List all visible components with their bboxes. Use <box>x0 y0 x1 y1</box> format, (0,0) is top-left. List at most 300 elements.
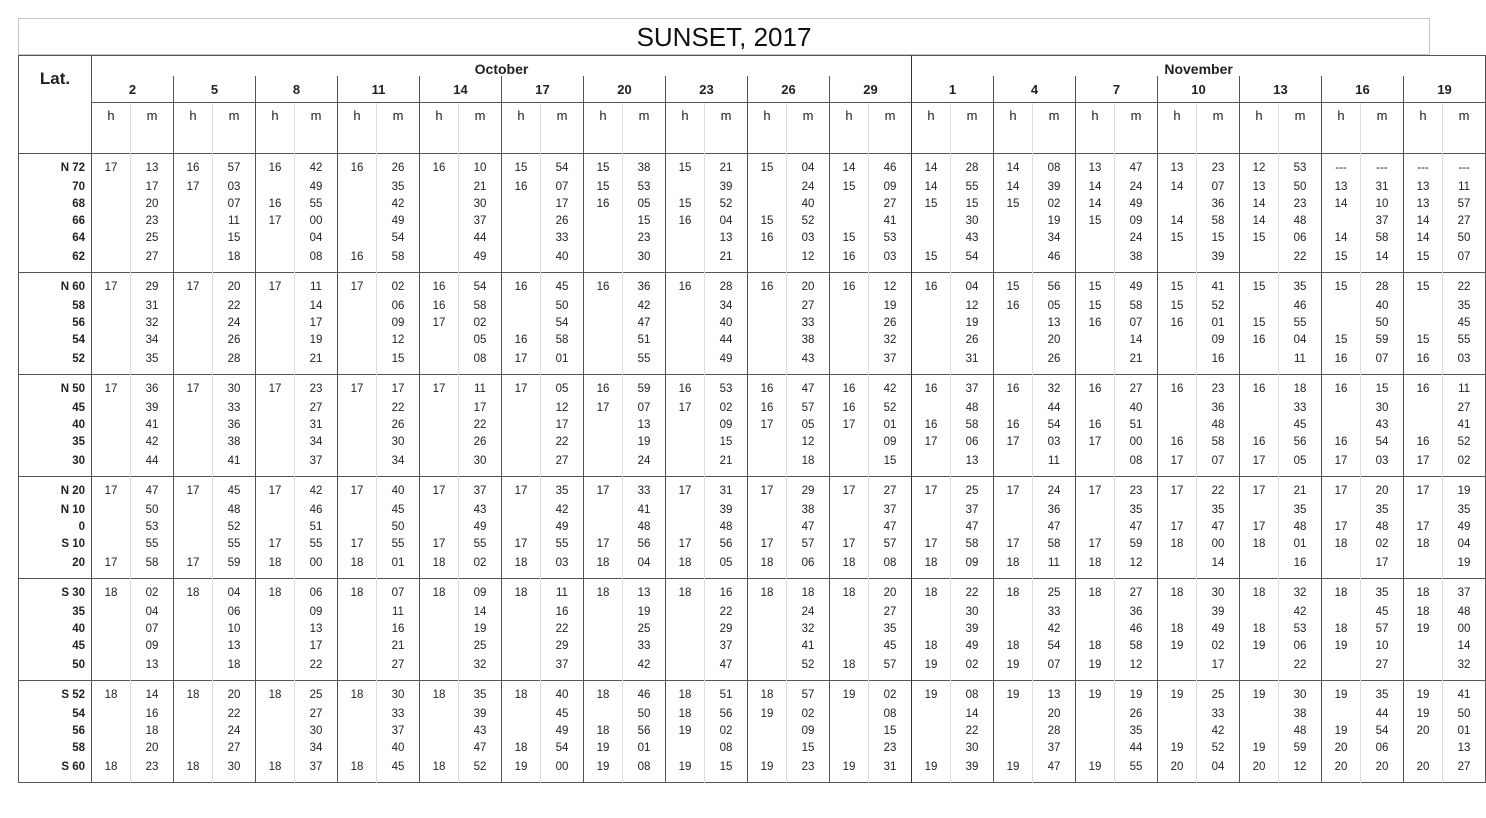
minute-cell: 15 <box>787 740 830 757</box>
hour-cell <box>502 655 541 681</box>
hour-cell: 17 <box>338 477 377 503</box>
minute-cell: 19 <box>951 315 994 332</box>
minute-cell: 21 <box>459 179 502 196</box>
hour-cell <box>1158 417 1197 434</box>
minute-cell: 01 <box>869 417 912 434</box>
minute-cell: 06 <box>295 579 338 605</box>
minute-cell: 27 <box>869 196 912 213</box>
minute-cell: 23 <box>1197 375 1240 401</box>
minute-unit-label: m <box>541 103 584 154</box>
minute-cell: 26 <box>541 213 584 230</box>
minute-cell: 16 <box>541 604 584 621</box>
minute-cell: 07 <box>1361 349 1404 375</box>
hour-cell: 17 <box>1322 477 1361 503</box>
minute-cell: 14 <box>1197 553 1240 579</box>
minute-cell: 04 <box>787 154 830 180</box>
minute-cell: 41 <box>869 213 912 230</box>
minute-cell: 22 <box>1443 273 1486 299</box>
hour-cell: 18 <box>584 553 623 579</box>
minute-cell: 07 <box>213 196 256 213</box>
table-row <box>19 655 1486 681</box>
hour-cell <box>666 315 705 332</box>
minute-cell: 50 <box>131 502 174 519</box>
hour-cell <box>748 196 787 213</box>
minute-cell: 43 <box>459 502 502 519</box>
minute-cell: 31 <box>705 477 748 503</box>
minute-cell: 24 <box>1033 477 1076 503</box>
minute-cell: 07 <box>1443 247 1486 273</box>
hour-cell <box>256 655 295 681</box>
minute-cell: 07 <box>541 179 584 196</box>
hour-cell: 18 <box>912 579 951 605</box>
hour-cell: 15 <box>1158 298 1197 315</box>
minute-cell: 27 <box>541 451 584 477</box>
hour-cell <box>830 638 869 655</box>
minute-cell: 28 <box>705 273 748 299</box>
hour-cell <box>92 621 131 638</box>
hour-cell <box>174 349 213 375</box>
minute-cell: 30 <box>459 451 502 477</box>
minute-cell: 32 <box>869 332 912 349</box>
minute-cell: 34 <box>131 332 174 349</box>
minute-cell: 12 <box>787 247 830 273</box>
table-row <box>19 757 1486 783</box>
latitude-label: 20 <box>72 557 85 569</box>
minute-cell: 58 <box>1197 434 1240 451</box>
table-row <box>19 154 1486 180</box>
minute-unit-label: m <box>623 103 666 154</box>
minute-cell: 17 <box>295 638 338 655</box>
hour-cell: 20 <box>1404 757 1443 783</box>
hour-cell <box>748 723 787 740</box>
hour-cell: 16 <box>666 213 705 230</box>
hour-cell: 17 <box>1240 477 1279 503</box>
minute-cell: 33 <box>213 400 256 417</box>
minute-cell: 47 <box>459 740 502 757</box>
day-header: 4 <box>994 76 1076 103</box>
hour-cell <box>912 213 951 230</box>
hour-cell <box>994 230 1033 247</box>
minute-cell: 22 <box>213 298 256 315</box>
hour-cell: 17 <box>666 477 705 503</box>
minute-cell: 41 <box>131 417 174 434</box>
minute-cell: 41 <box>213 451 256 477</box>
minute-cell: 03 <box>1033 434 1076 451</box>
minute-cell: 42 <box>295 477 338 503</box>
hour-cell: 19 <box>584 757 623 783</box>
hour-cell: 16 <box>666 375 705 401</box>
hour-cell: 18 <box>584 723 623 740</box>
minute-cell: 36 <box>1197 400 1240 417</box>
minute-cell: 42 <box>377 196 420 213</box>
minute-cell: 06 <box>1361 740 1404 757</box>
hour-cell <box>256 638 295 655</box>
minute-cell: 40 <box>541 247 584 273</box>
minute-cell: 24 <box>213 723 256 740</box>
minute-unit-label: m <box>459 103 502 154</box>
table-row <box>19 706 1486 723</box>
hour-cell: 18 <box>92 681 131 707</box>
hour-cell: 16 <box>174 154 213 180</box>
minute-cell: 17 <box>1197 655 1240 681</box>
minute-cell: 54 <box>1361 723 1404 740</box>
minute-cell: 24 <box>787 604 830 621</box>
minute-cell: 03 <box>1361 451 1404 477</box>
minute-cell: 56 <box>623 536 666 553</box>
minute-cell: 07 <box>1197 451 1240 477</box>
hour-cell <box>994 315 1033 332</box>
table-row <box>19 349 1486 375</box>
minute-cell: 58 <box>951 536 994 553</box>
latitude-label: 56 <box>72 725 85 737</box>
latitude-label: 54 <box>72 708 85 720</box>
minute-cell: 42 <box>541 502 584 519</box>
minute-cell: 05 <box>1279 451 1322 477</box>
hour-cell: 16 <box>912 417 951 434</box>
table-row <box>19 332 1486 349</box>
minute-cell: 49 <box>1197 621 1240 638</box>
hour-cell: 18 <box>1076 579 1115 605</box>
hour-cell <box>338 298 377 315</box>
hour-cell <box>1076 621 1115 638</box>
hour-cell <box>748 298 787 315</box>
minute-cell: 49 <box>377 213 420 230</box>
hour-cell: 19 <box>584 740 623 757</box>
hour-cell <box>994 740 1033 757</box>
minute-cell: 37 <box>541 655 584 681</box>
table-title: SUNSET, 2017 <box>18 18 1430 55</box>
hour-cell <box>92 723 131 740</box>
hour-cell: 17 <box>92 154 131 180</box>
minute-cell: 27 <box>295 706 338 723</box>
hour-cell: 17 <box>1322 519 1361 536</box>
latitude-label: 54 <box>72 334 85 346</box>
minute-cell: 30 <box>951 604 994 621</box>
minute-cell: 14 <box>295 298 338 315</box>
minute-cell: 53 <box>623 179 666 196</box>
hour-cell <box>1240 247 1279 273</box>
minute-cell: 18 <box>787 579 830 605</box>
hour-cell <box>1404 298 1443 315</box>
minute-cell: 40 <box>787 196 830 213</box>
hour-cell <box>1404 553 1443 579</box>
minute-cell: --- <box>1443 154 1486 180</box>
minute-cell: 44 <box>1361 706 1404 723</box>
month-label-1: November <box>912 56 1486 77</box>
day-header: 10 <box>1158 76 1240 103</box>
minute-cell: 58 <box>377 247 420 273</box>
minute-cell: 02 <box>459 553 502 579</box>
hour-cell: 16 <box>1240 434 1279 451</box>
hour-cell: 20 <box>1240 757 1279 783</box>
hour-cell: 12 <box>1240 154 1279 180</box>
minute-cell: 48 <box>1443 604 1486 621</box>
hour-cell: 19 <box>1404 621 1443 638</box>
hour-cell <box>502 638 541 655</box>
hour-cell: 18 <box>338 757 377 783</box>
minute-cell: 47 <box>787 375 830 401</box>
minute-cell: 48 <box>951 400 994 417</box>
day-header: 14 <box>420 76 502 103</box>
minute-cell: 55 <box>1279 315 1322 332</box>
minute-cell: 43 <box>951 230 994 247</box>
minute-cell: 15 <box>1197 230 1240 247</box>
minute-cell: 38 <box>787 502 830 519</box>
minute-cell: 42 <box>623 655 666 681</box>
hour-cell: 17 <box>174 375 213 401</box>
hour-cell <box>1322 655 1361 681</box>
hour-cell <box>420 400 459 417</box>
hour-cell <box>584 434 623 451</box>
hour-cell <box>256 604 295 621</box>
day-header: 26 <box>748 76 830 103</box>
minute-cell: 47 <box>951 519 994 536</box>
minute-cell: 30 <box>1197 579 1240 605</box>
minute-cell: 19 <box>1115 681 1158 707</box>
minute-cell: 00 <box>1197 536 1240 553</box>
hour-cell: 17 <box>256 375 295 401</box>
minute-cell: 45 <box>1361 604 1404 621</box>
minute-cell: 59 <box>623 375 666 401</box>
hour-cell: 17 <box>174 179 213 196</box>
table-row <box>19 400 1486 417</box>
hour-cell: 16 <box>502 332 541 349</box>
hour-cell <box>174 519 213 536</box>
hour-cell <box>1322 400 1361 417</box>
minute-cell: 05 <box>459 332 502 349</box>
lat-header: Lat. <box>39 69 71 89</box>
hour-cell: 18 <box>256 579 295 605</box>
minute-cell: 05 <box>705 553 748 579</box>
hour-cell: 14 <box>1404 230 1443 247</box>
hour-cell <box>256 502 295 519</box>
minute-cell: 32 <box>131 315 174 332</box>
minute-cell: 46 <box>623 681 666 707</box>
hour-cell <box>420 706 459 723</box>
minute-cell: 17 <box>459 400 502 417</box>
hour-cell: 17 <box>1076 536 1115 553</box>
hour-cell <box>174 740 213 757</box>
hour-cell: 19 <box>666 723 705 740</box>
hour-cell <box>1158 604 1197 621</box>
minute-cell: 03 <box>787 230 830 247</box>
latitude-label: 30 <box>72 455 85 467</box>
hour-cell: 16 <box>994 375 1033 401</box>
minute-cell: 32 <box>787 621 830 638</box>
minute-cell: 19 <box>623 434 666 451</box>
minute-cell: 23 <box>623 230 666 247</box>
minute-cell: 37 <box>951 375 994 401</box>
minute-cell: 02 <box>377 273 420 299</box>
minute-cell: 27 <box>131 247 174 273</box>
hour-unit-label: h <box>1404 103 1443 154</box>
hour-cell <box>666 451 705 477</box>
hour-cell <box>1076 723 1115 740</box>
hour-cell: 16 <box>1076 375 1115 401</box>
hour-cell <box>502 196 541 213</box>
hour-cell <box>338 519 377 536</box>
hour-cell <box>666 655 705 681</box>
hour-cell <box>92 247 131 273</box>
minute-cell: 00 <box>1443 621 1486 638</box>
minute-unit-label: m <box>869 103 912 154</box>
hour-cell <box>92 179 131 196</box>
minute-cell: 21 <box>1115 349 1158 375</box>
minute-cell: 09 <box>705 417 748 434</box>
minute-cell: 23 <box>1115 477 1158 503</box>
hour-cell <box>174 638 213 655</box>
hour-cell: 14 <box>1404 213 1443 230</box>
latitude-label: 58 <box>72 742 85 754</box>
minute-cell: 41 <box>623 502 666 519</box>
minute-cell: 04 <box>131 604 174 621</box>
hour-cell: 18 <box>1404 604 1443 621</box>
minute-cell: 36 <box>213 417 256 434</box>
minute-cell: 37 <box>1033 740 1076 757</box>
hour-cell: 19 <box>1240 740 1279 757</box>
minute-cell: 06 <box>787 553 830 579</box>
hour-cell: 16 <box>584 375 623 401</box>
minute-cell: 57 <box>787 400 830 417</box>
minute-cell: 35 <box>541 477 584 503</box>
minute-cell: 57 <box>869 536 912 553</box>
minute-cell: 31 <box>1361 179 1404 196</box>
minute-cell: 40 <box>377 477 420 503</box>
minute-cell: 39 <box>459 706 502 723</box>
hour-cell <box>748 434 787 451</box>
hour-cell: 17 <box>1158 451 1197 477</box>
minute-cell: 08 <box>623 757 666 783</box>
minute-cell: 16 <box>705 579 748 605</box>
hour-cell: 15 <box>1404 332 1443 349</box>
hour-cell <box>92 400 131 417</box>
hour-cell <box>584 230 623 247</box>
hour-cell: 15 <box>830 230 869 247</box>
minute-cell: 22 <box>1197 477 1240 503</box>
hour-cell <box>1322 604 1361 621</box>
hour-cell <box>502 247 541 273</box>
table-row <box>19 179 1486 196</box>
minute-cell: 06 <box>377 298 420 315</box>
hour-cell: 18 <box>912 553 951 579</box>
hour-cell <box>174 213 213 230</box>
minute-cell: 36 <box>623 273 666 299</box>
minute-cell: 58 <box>1361 230 1404 247</box>
minute-cell: 54 <box>1033 638 1076 655</box>
minute-cell: 02 <box>1197 638 1240 655</box>
minute-cell: 24 <box>1115 230 1158 247</box>
minute-cell: 03 <box>213 179 256 196</box>
hour-cell: --- <box>1322 154 1361 180</box>
hour-cell: 16 <box>584 196 623 213</box>
hour-cell: 18 <box>1158 579 1197 605</box>
minute-cell: 18 <box>131 723 174 740</box>
minute-cell: 35 <box>131 349 174 375</box>
hour-cell: 17 <box>92 375 131 401</box>
minute-cell: 40 <box>1361 298 1404 315</box>
minute-cell: 46 <box>1115 621 1158 638</box>
hour-cell <box>256 451 295 477</box>
hour-cell <box>1404 638 1443 655</box>
minute-cell: 10 <box>1361 196 1404 213</box>
minute-cell: 31 <box>951 349 994 375</box>
hour-cell: 13 <box>1322 179 1361 196</box>
hour-cell <box>92 519 131 536</box>
hour-cell: 20 <box>1322 740 1361 757</box>
hour-cell: 17 <box>1404 519 1443 536</box>
minute-cell: 13 <box>213 638 256 655</box>
minute-cell: 55 <box>131 536 174 553</box>
minute-cell: 26 <box>377 154 420 180</box>
hour-cell <box>92 315 131 332</box>
day-header: 11 <box>338 76 420 103</box>
day-header: 5 <box>174 76 256 103</box>
hour-cell: 17 <box>584 536 623 553</box>
lat-spacer <box>19 103 92 154</box>
minute-cell: 43 <box>459 723 502 740</box>
minute-cell: 22 <box>541 434 584 451</box>
minute-cell: 28 <box>951 154 994 180</box>
minute-cell: 44 <box>1115 740 1158 757</box>
minute-cell: 08 <box>951 681 994 707</box>
minute-cell: 00 <box>295 213 338 230</box>
hour-cell <box>830 519 869 536</box>
hour-cell: 18 <box>830 553 869 579</box>
table-row <box>19 681 1486 707</box>
minute-cell: 11 <box>377 604 420 621</box>
hour-cell: 17 <box>502 536 541 553</box>
minute-cell: 14 <box>131 681 174 707</box>
minute-cell: 41 <box>1197 273 1240 299</box>
minute-cell: 34 <box>295 434 338 451</box>
minute-cell: 55 <box>459 536 502 553</box>
hour-cell <box>92 502 131 519</box>
hour-cell <box>1158 723 1197 740</box>
minute-cell: 01 <box>1443 723 1486 740</box>
hour-cell <box>92 196 131 213</box>
table-row <box>19 230 1486 247</box>
hour-cell <box>420 196 459 213</box>
minute-cell: 36 <box>1115 604 1158 621</box>
minute-cell: 39 <box>1197 247 1240 273</box>
hour-cell: 17 <box>256 213 295 230</box>
minute-cell: 48 <box>705 519 748 536</box>
minute-cell: 45 <box>1443 315 1486 332</box>
hour-cell <box>1158 332 1197 349</box>
hour-cell: 17 <box>1404 451 1443 477</box>
minute-cell: 26 <box>869 315 912 332</box>
minute-cell: 17 <box>541 417 584 434</box>
hour-cell <box>666 519 705 536</box>
minute-cell: 12 <box>1279 757 1322 783</box>
minute-cell: 54 <box>541 315 584 332</box>
minute-cell: 03 <box>541 553 584 579</box>
table-row <box>19 519 1486 536</box>
minute-cell: 11 <box>295 273 338 299</box>
hour-cell <box>92 298 131 315</box>
hour-cell: 18 <box>748 579 787 605</box>
hour-cell: 15 <box>1158 273 1197 299</box>
hour-cell: 13 <box>1404 196 1443 213</box>
hour-cell <box>338 451 377 477</box>
minute-cell: 01 <box>623 740 666 757</box>
minute-cell: 02 <box>131 579 174 605</box>
minute-cell: 57 <box>213 154 256 180</box>
minute-cell: 42 <box>869 375 912 401</box>
minute-cell: 51 <box>705 681 748 707</box>
hour-cell: 15 <box>1240 273 1279 299</box>
minute-cell: 42 <box>1033 621 1076 638</box>
